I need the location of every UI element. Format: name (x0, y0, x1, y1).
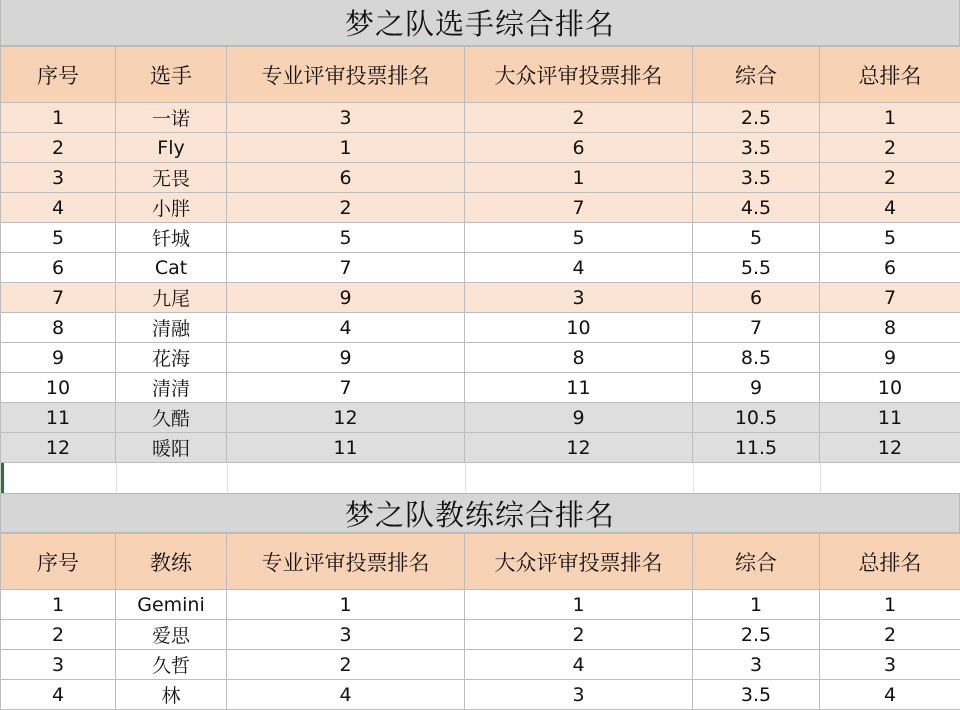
cell-name[interactable]: 清清 (116, 373, 227, 403)
cell-name[interactable]: 暖阳 (116, 433, 227, 463)
player-table-row (1, 373, 960, 403)
cell-overall-rank[interactable]: 10 (820, 373, 960, 403)
cell-pro-vote-rank[interactable]: 4 (227, 313, 465, 343)
cell-public-vote-rank[interactable]: 12 (465, 433, 693, 463)
cell-overall-rank[interactable]: 4 (820, 193, 960, 223)
coach-header-row (1, 534, 960, 590)
cell-index[interactable]: 5 (1, 223, 116, 253)
cell-overall-rank[interactable]: 6 (820, 253, 960, 283)
cell-pro-vote-rank[interactable]: 3 (227, 103, 465, 133)
cell-index[interactable]: 1 (1, 103, 116, 133)
column-header-index[interactable]: 序号 (1, 47, 116, 103)
cell-overall-rank[interactable]: 2 (820, 163, 960, 193)
gridline (465, 463, 466, 493)
cell-overall-rank[interactable]: 1 (820, 590, 960, 620)
cell-public-vote-rank[interactable]: 6 (465, 133, 693, 163)
cell-index[interactable]: 2 (1, 133, 116, 163)
cell-overall-rank[interactable]: 4 (820, 680, 960, 710)
player-table-row (1, 343, 960, 373)
cell-overall-rank[interactable]: 1 (820, 103, 960, 133)
cell-pro-vote-rank[interactable]: 7 (227, 253, 465, 283)
cell-name[interactable]: Fly (116, 133, 227, 163)
cell-index[interactable]: 4 (1, 680, 116, 710)
cell-name[interactable]: 一诺 (116, 103, 227, 133)
coach-table-row (1, 650, 960, 680)
cell-index[interactable]: 4 (1, 193, 116, 223)
cell-combined-score[interactable]: 7 (693, 313, 820, 343)
player-table-row (1, 223, 960, 253)
cell-pro-vote-rank[interactable]: 9 (227, 343, 465, 373)
cell-public-vote-rank[interactable]: 2 (465, 103, 693, 133)
selected-cell-indicator (1, 463, 4, 493)
cell-name[interactable]: 小胖 (116, 193, 227, 223)
cell-public-vote-rank[interactable]: 5 (465, 223, 693, 253)
column-header-name[interactable]: 教练 (116, 534, 227, 590)
cell-public-vote-rank[interactable]: 3 (465, 680, 693, 710)
cell-name[interactable]: Cat (116, 253, 227, 283)
cell-public-vote-rank[interactable]: 1 (465, 590, 693, 620)
cell-combined-score[interactable]: 9 (693, 373, 820, 403)
player-header-row (1, 47, 960, 103)
player-table-row (1, 283, 960, 313)
column-header-pro-vote-rank[interactable]: 专业评审投票排名 (227, 47, 465, 103)
column-header-combined-score[interactable]: 综合 (693, 47, 820, 103)
cell-overall-rank[interactable]: 8 (820, 313, 960, 343)
cell-name[interactable]: 爱思 (116, 620, 227, 650)
coach-table-row (1, 680, 960, 710)
cell-index[interactable]: 1 (1, 590, 116, 620)
column-header-pro-vote-rank[interactable]: 专业评审投票排名 (227, 534, 465, 590)
cell-index[interactable]: 6 (1, 253, 116, 283)
cell-overall-rank[interactable]: 9 (820, 343, 960, 373)
cell-index[interactable]: 3 (1, 650, 116, 680)
cell-overall-rank[interactable]: 2 (820, 620, 960, 650)
cell-name[interactable]: 清融 (116, 313, 227, 343)
cell-index[interactable]: 2 (1, 620, 116, 650)
cell-name[interactable]: 花海 (116, 343, 227, 373)
cell-index[interactable]: 12 (1, 433, 116, 463)
player-table-row (1, 253, 960, 283)
cell-combined-score[interactable]: 3.5 (693, 680, 820, 710)
column-header-public-vote-rank[interactable]: 大众评审投票排名 (465, 47, 693, 103)
cell-combined-score[interactable]: 11.5 (693, 433, 820, 463)
cell-public-vote-rank[interactable]: 1 (465, 163, 693, 193)
cell-index[interactable]: 7 (1, 283, 116, 313)
cell-combined-score[interactable]: 5 (693, 223, 820, 253)
cell-pro-vote-rank[interactable]: 4 (227, 680, 465, 710)
cell-name[interactable]: 林 (116, 680, 227, 710)
empty-row[interactable] (0, 463, 960, 493)
cell-name[interactable]: Gemini (116, 590, 227, 620)
cell-overall-rank[interactable]: 3 (820, 650, 960, 680)
cell-combined-score[interactable]: 5.5 (693, 253, 820, 283)
cell-pro-vote-rank[interactable]: 12 (227, 403, 465, 433)
cell-index[interactable]: 8 (1, 313, 116, 343)
cell-name[interactable]: 久酷 (116, 403, 227, 433)
player-table-row (1, 403, 960, 433)
cell-combined-score[interactable]: 6 (693, 283, 820, 313)
cell-pro-vote-rank[interactable]: 11 (227, 433, 465, 463)
cell-combined-score[interactable]: 3.5 (693, 133, 820, 163)
cell-pro-vote-rank[interactable]: 1 (227, 133, 465, 163)
coach-table-row (1, 590, 960, 620)
column-header-public-vote-rank[interactable]: 大众评审投票排名 (465, 534, 693, 590)
cell-combined-score[interactable]: 8.5 (693, 343, 820, 373)
gridline (227, 463, 228, 493)
cell-index[interactable]: 3 (1, 163, 116, 193)
cell-public-vote-rank[interactable]: 3 (465, 283, 693, 313)
players-table-title: 梦之队选手综合排名 (0, 0, 960, 46)
cell-name[interactable]: 久哲 (116, 650, 227, 680)
coaches-table-title: 梦之队教练综合排名 (0, 493, 960, 533)
cell-combined-score[interactable]: 3 (693, 650, 820, 680)
cell-name[interactable]: 钎城 (116, 223, 227, 253)
cell-public-vote-rank[interactable]: 11 (465, 373, 693, 403)
column-header-name[interactable]: 选手 (116, 47, 227, 103)
cell-pro-vote-rank[interactable]: 7 (227, 373, 465, 403)
cell-overall-rank[interactable]: 11 (820, 403, 960, 433)
column-header-overall-rank[interactable]: 总排名 (820, 47, 960, 103)
cell-overall-rank[interactable]: 12 (820, 433, 960, 463)
cell-index[interactable]: 11 (1, 403, 116, 433)
gridline (116, 463, 117, 493)
cell-index[interactable]: 9 (1, 343, 116, 373)
player-table-row (1, 193, 960, 223)
gridline (693, 463, 694, 493)
cell-pro-vote-rank[interactable]: 5 (227, 223, 465, 253)
cell-pro-vote-rank[interactable]: 2 (227, 193, 465, 223)
gridline (820, 463, 821, 493)
cell-public-vote-rank[interactable]: 4 (465, 650, 693, 680)
cell-public-vote-rank[interactable]: 2 (465, 620, 693, 650)
cell-public-vote-rank[interactable]: 7 (465, 193, 693, 223)
cell-index[interactable]: 10 (1, 373, 116, 403)
column-header-index[interactable]: 序号 (1, 534, 116, 590)
cell-pro-vote-rank[interactable]: 1 (227, 590, 465, 620)
cell-overall-rank[interactable]: 7 (820, 283, 960, 313)
cell-combined-score[interactable]: 1 (693, 590, 820, 620)
cell-combined-score[interactable]: 4.5 (693, 193, 820, 223)
player-table-row (1, 103, 960, 133)
cell-combined-score[interactable]: 10.5 (693, 403, 820, 433)
cell-overall-rank[interactable]: 2 (820, 133, 960, 163)
cell-combined-score[interactable]: 2.5 (693, 620, 820, 650)
cell-name[interactable]: 无畏 (116, 163, 227, 193)
cell-public-vote-rank[interactable]: 9 (465, 403, 693, 433)
cell-name[interactable]: 九尾 (116, 283, 227, 313)
column-header-combined-score[interactable]: 综合 (693, 534, 820, 590)
cell-public-vote-rank[interactable]: 4 (465, 253, 693, 283)
cell-combined-score[interactable]: 3.5 (693, 163, 820, 193)
cell-pro-vote-rank[interactable]: 2 (227, 650, 465, 680)
player-table-row (1, 163, 960, 193)
cell-public-vote-rank[interactable]: 8 (465, 343, 693, 373)
cell-pro-vote-rank[interactable]: 9 (227, 283, 465, 313)
player-table-row (1, 133, 960, 163)
coach-table-row (1, 620, 960, 650)
cell-pro-vote-rank[interactable]: 3 (227, 620, 465, 650)
player-table-row (1, 313, 960, 343)
coaches-ranking-table (0, 533, 960, 710)
player-table-row (1, 433, 960, 463)
cell-public-vote-rank[interactable]: 10 (465, 313, 693, 343)
column-header-overall-rank[interactable]: 总排名 (820, 534, 960, 590)
players-ranking-table (0, 46, 960, 463)
cell-overall-rank[interactable]: 5 (820, 223, 960, 253)
cell-pro-vote-rank[interactable]: 6 (227, 163, 465, 193)
cell-combined-score[interactable]: 2.5 (693, 103, 820, 133)
